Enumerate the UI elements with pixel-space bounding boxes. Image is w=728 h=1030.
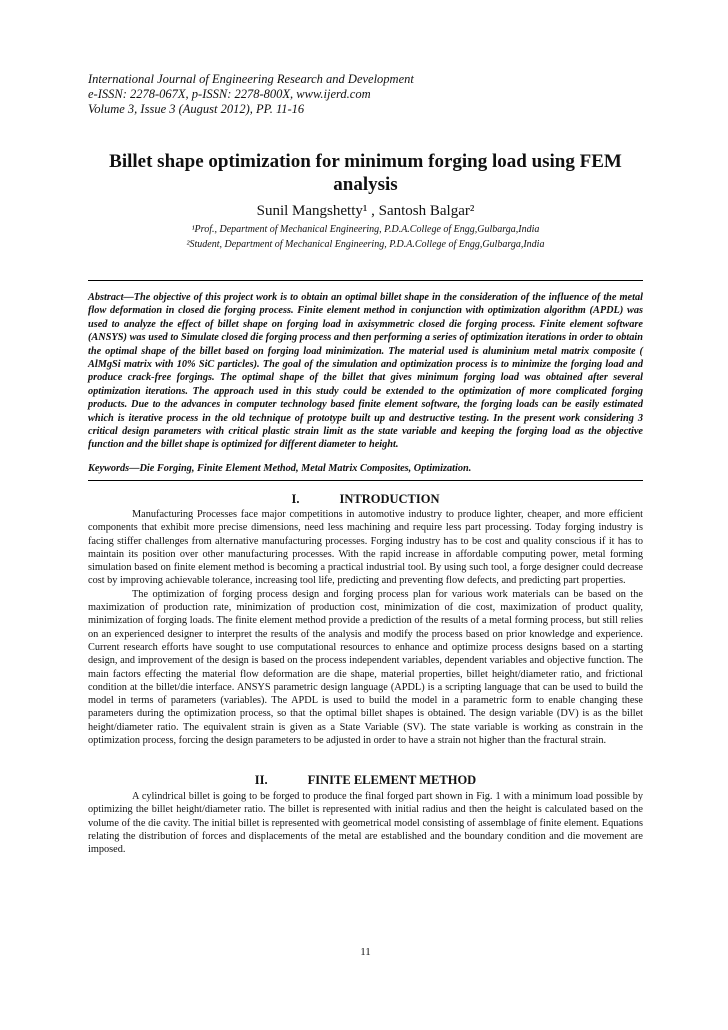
journal-volume: Volume 3, Issue 3 (August 2012), PP. 11-16 — [88, 102, 305, 116]
paragraph: Manufacturing Processes face major competitions in automotive industry to produce lighter, cheaper, and more efficient components that exhibit more precise dimensions, need less machining and require less part processing. Today forging industry is facing stiffer challenges from alternative manufacturing processes. Forging industry has to be cost and quality conscious if it has to maintain its position over other manufacturing processes. With the rapid increase in affordable computing power, metal forming simulation based on finite element method is becoming a practical industrial tool. By using such tool, a forge designer could decrease cost by improving achievable tolerance, increasing tool life, predicting and preventing flow defects, and predicting part properties. — [88, 509, 643, 587]
abstract-top-rule — [88, 280, 643, 281]
abstract: Abstract—The objective of this project work is to obtain an optimal billet shape in the consideration of the influence of the metal flow deformation in closed die forging process. Finite element method in conjunction with optimization algorithm (APDL) was used to analyze the effect of billet shape on forging load in axisymmetric closed die forging process. Finite element software (ANSYS) was used to Simulate closed die forging process and then performing a series of optimization iterations in order to obtain the optimal shape of the billet based on forging load minimization. The material used is aluminium metal matrix composite ( AlMgSi matrix with 10% SiC particles). The goal of the simulation and optimization process is to minimize the forging load and produce crack-free forgings. The optimal shape of the billet that gives minimum forging load was obtained after several optimization iterations. The approach used in this study could be extended to the optimization of more complicated forging products. Due to the advances in computer technology based finite element software, the forging loads can be easily estimated which is iterative process in the old technique of prototype built up and destructive testing. In the present work considering 3 critical design parameters with critical plastic strain limit as the state variable and keeping the forging load as the objective function and the billet shape is optimized for different diameter to height. — [88, 292, 643, 451]
journal-header — [88, 72, 648, 117]
paragraph: The optimization of forging process design and forging process plan for various work materials can be based on the maximization of production rate, minimization of production cost, minimization of die cost, maximization of product quality, minimization of forging loads. The finite element method provide a prediction of the results of a metal forming process, but still relies on an experienced designer to interpret the results of the analysis and modify the process based on prior knowledge and experience. Current research efforts have sought to use computational resources to enhance and optimize process designs based on a starting design, and improvement of the design is based on the process independent variables, dependent variables and objective function. The main factors effecting the material flow deformation are die shape, material properties, billet height/diameter ratio, and frictional condition at the billet/die interface. ANSYS parametric design language (APDL) is a scripting language that can be used to build the model in terms of parameters (variables). The APDL is used to build the model in a parametric form to enable changing these parameters during the optimization process, so that the optimal billet shapes is obtained. The design variable (DV) is as the billet height/diameter ratio. The equivalent strain is given as a State Variable (SV). The state variable is working as constrain in the optimization process, forcing the design parameters to be adjusted in order to have a strain not higher than the fractural strain. — [88, 588, 643, 747]
keywords: Keywords—Die Forging, Finite Element Method, Metal Matrix Composites, Optimization. — [88, 463, 472, 474]
introduction-body — [88, 508, 643, 747]
fem-body — [88, 790, 643, 856]
section-title: FINITE ELEMENT METHOD — [307, 773, 477, 787]
page-number: 11 — [360, 946, 371, 958]
paragraph: A cylindrical billet is going to be forged to produce the final forged part shown in Fig. 1 with a minimum load possible by optimizing the billet height/diameter ratio. The billet is represented with initial radius and then the height is calculated based on the volume of the die cavity. The initial billet is represented with geometrical model consisting of assemblage of finite element. Equations relating the distribution of forces and displacements of the metal are established and the boundary condition and die movement are imposed. — [88, 791, 643, 856]
journal-name: International Journal of Engineering Research and Development — [88, 72, 414, 86]
section-number: II. — [254, 773, 268, 787]
section-heading-introduction — [88, 492, 643, 507]
section-number: I. — [291, 492, 300, 506]
author-line: Sunil Mangshetty¹ , Santosh Balgar² — [256, 203, 475, 219]
keywords-bottom-rule — [88, 480, 643, 481]
affiliation-2: ²Student, Department of Mechanical Engineering, P.D.A.College of Engg,Gulbarga,India — [186, 239, 545, 250]
journal-issn: e-ISSN: 2278-067X, p-ISSN: 2278-800X, www.ijerd.com — [88, 87, 371, 101]
section-heading-finite-element-method — [88, 773, 643, 788]
section-title: INTRODUCTION — [339, 492, 440, 506]
affiliation-1: ¹Prof., Department of Mechanical Engineering, P.D.A.College of Engg,Gulbarga,India — [191, 224, 540, 235]
paper-title: Billet shape optimization for minimum forging load using FEM analysis — [109, 151, 622, 195]
